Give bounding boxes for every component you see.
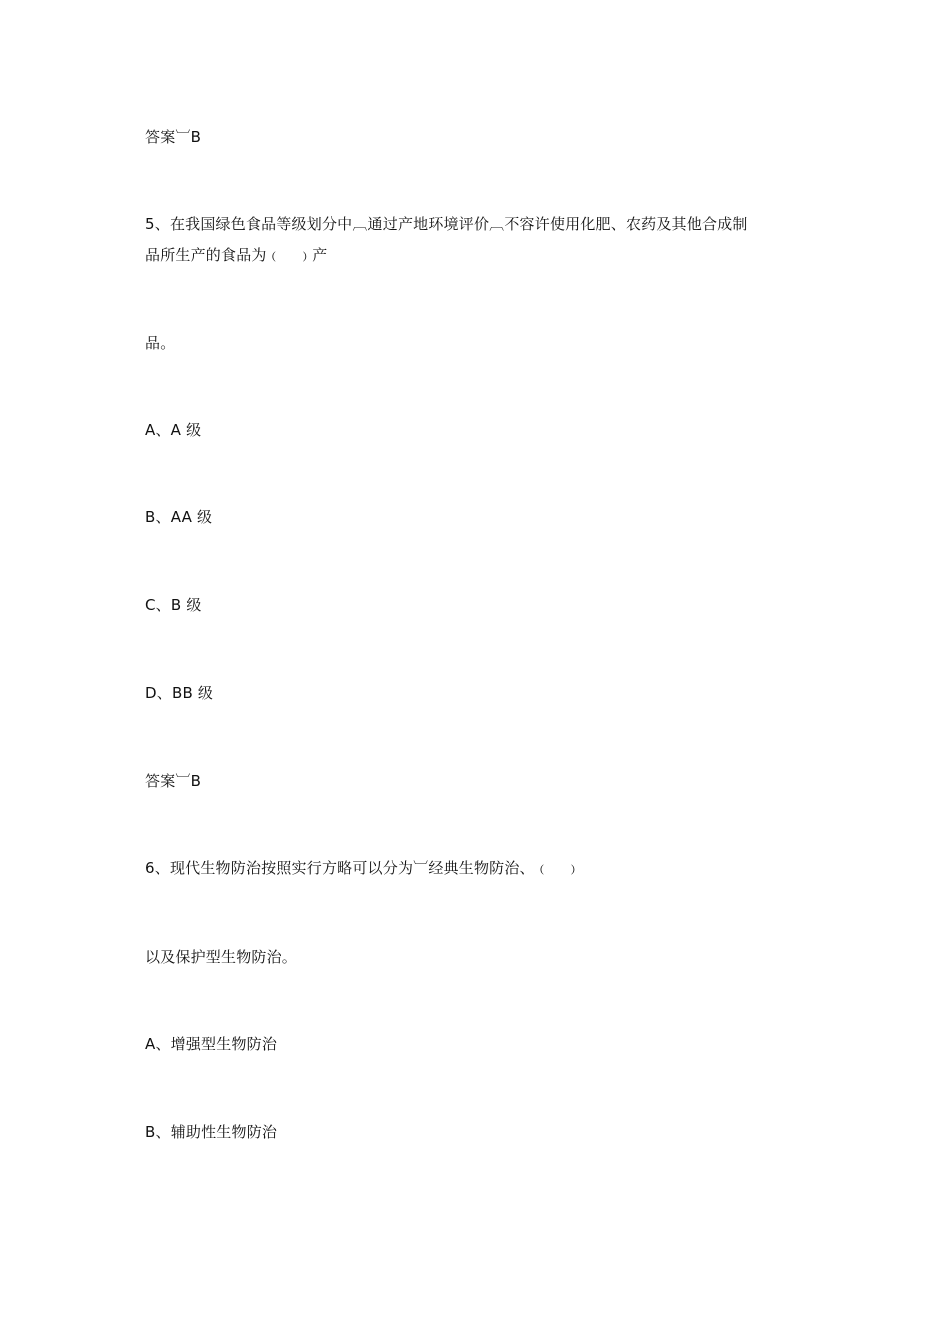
question-5-option-d: D、BB 级 xyxy=(145,684,214,702)
answer-line: 答案︺B xyxy=(145,128,202,146)
question-5-text-line-1: 5、在我国绿色食品等级划分中︹通过产地环境评价︹不容许使用化肥、农药及其他合成制 xyxy=(145,215,748,233)
question-5-text-line-3: 品。 xyxy=(145,334,176,352)
question-6-option-b: B、辅助性生物防治 xyxy=(145,1123,278,1141)
question-5-option-a: A、A 级 xyxy=(145,421,202,439)
question-6-option-a: A、增强型生物防治 xyxy=(145,1035,278,1053)
question-5-answer: 答案︺B xyxy=(145,772,202,790)
question-5-option-c: C、B 级 xyxy=(145,596,202,614)
question-6-text-line-2: 以及保护型生物防治。 xyxy=(145,948,298,966)
question-5-text-line-2: 品所生产的食品为﹙ ﹚产 xyxy=(145,246,328,264)
question-6-text-line-1: 6、现代生物防治按照实行方略可以分为︺经典生物防治、﹙ ﹚ xyxy=(145,859,581,877)
question-5-option-b: B、AA 级 xyxy=(145,508,213,526)
